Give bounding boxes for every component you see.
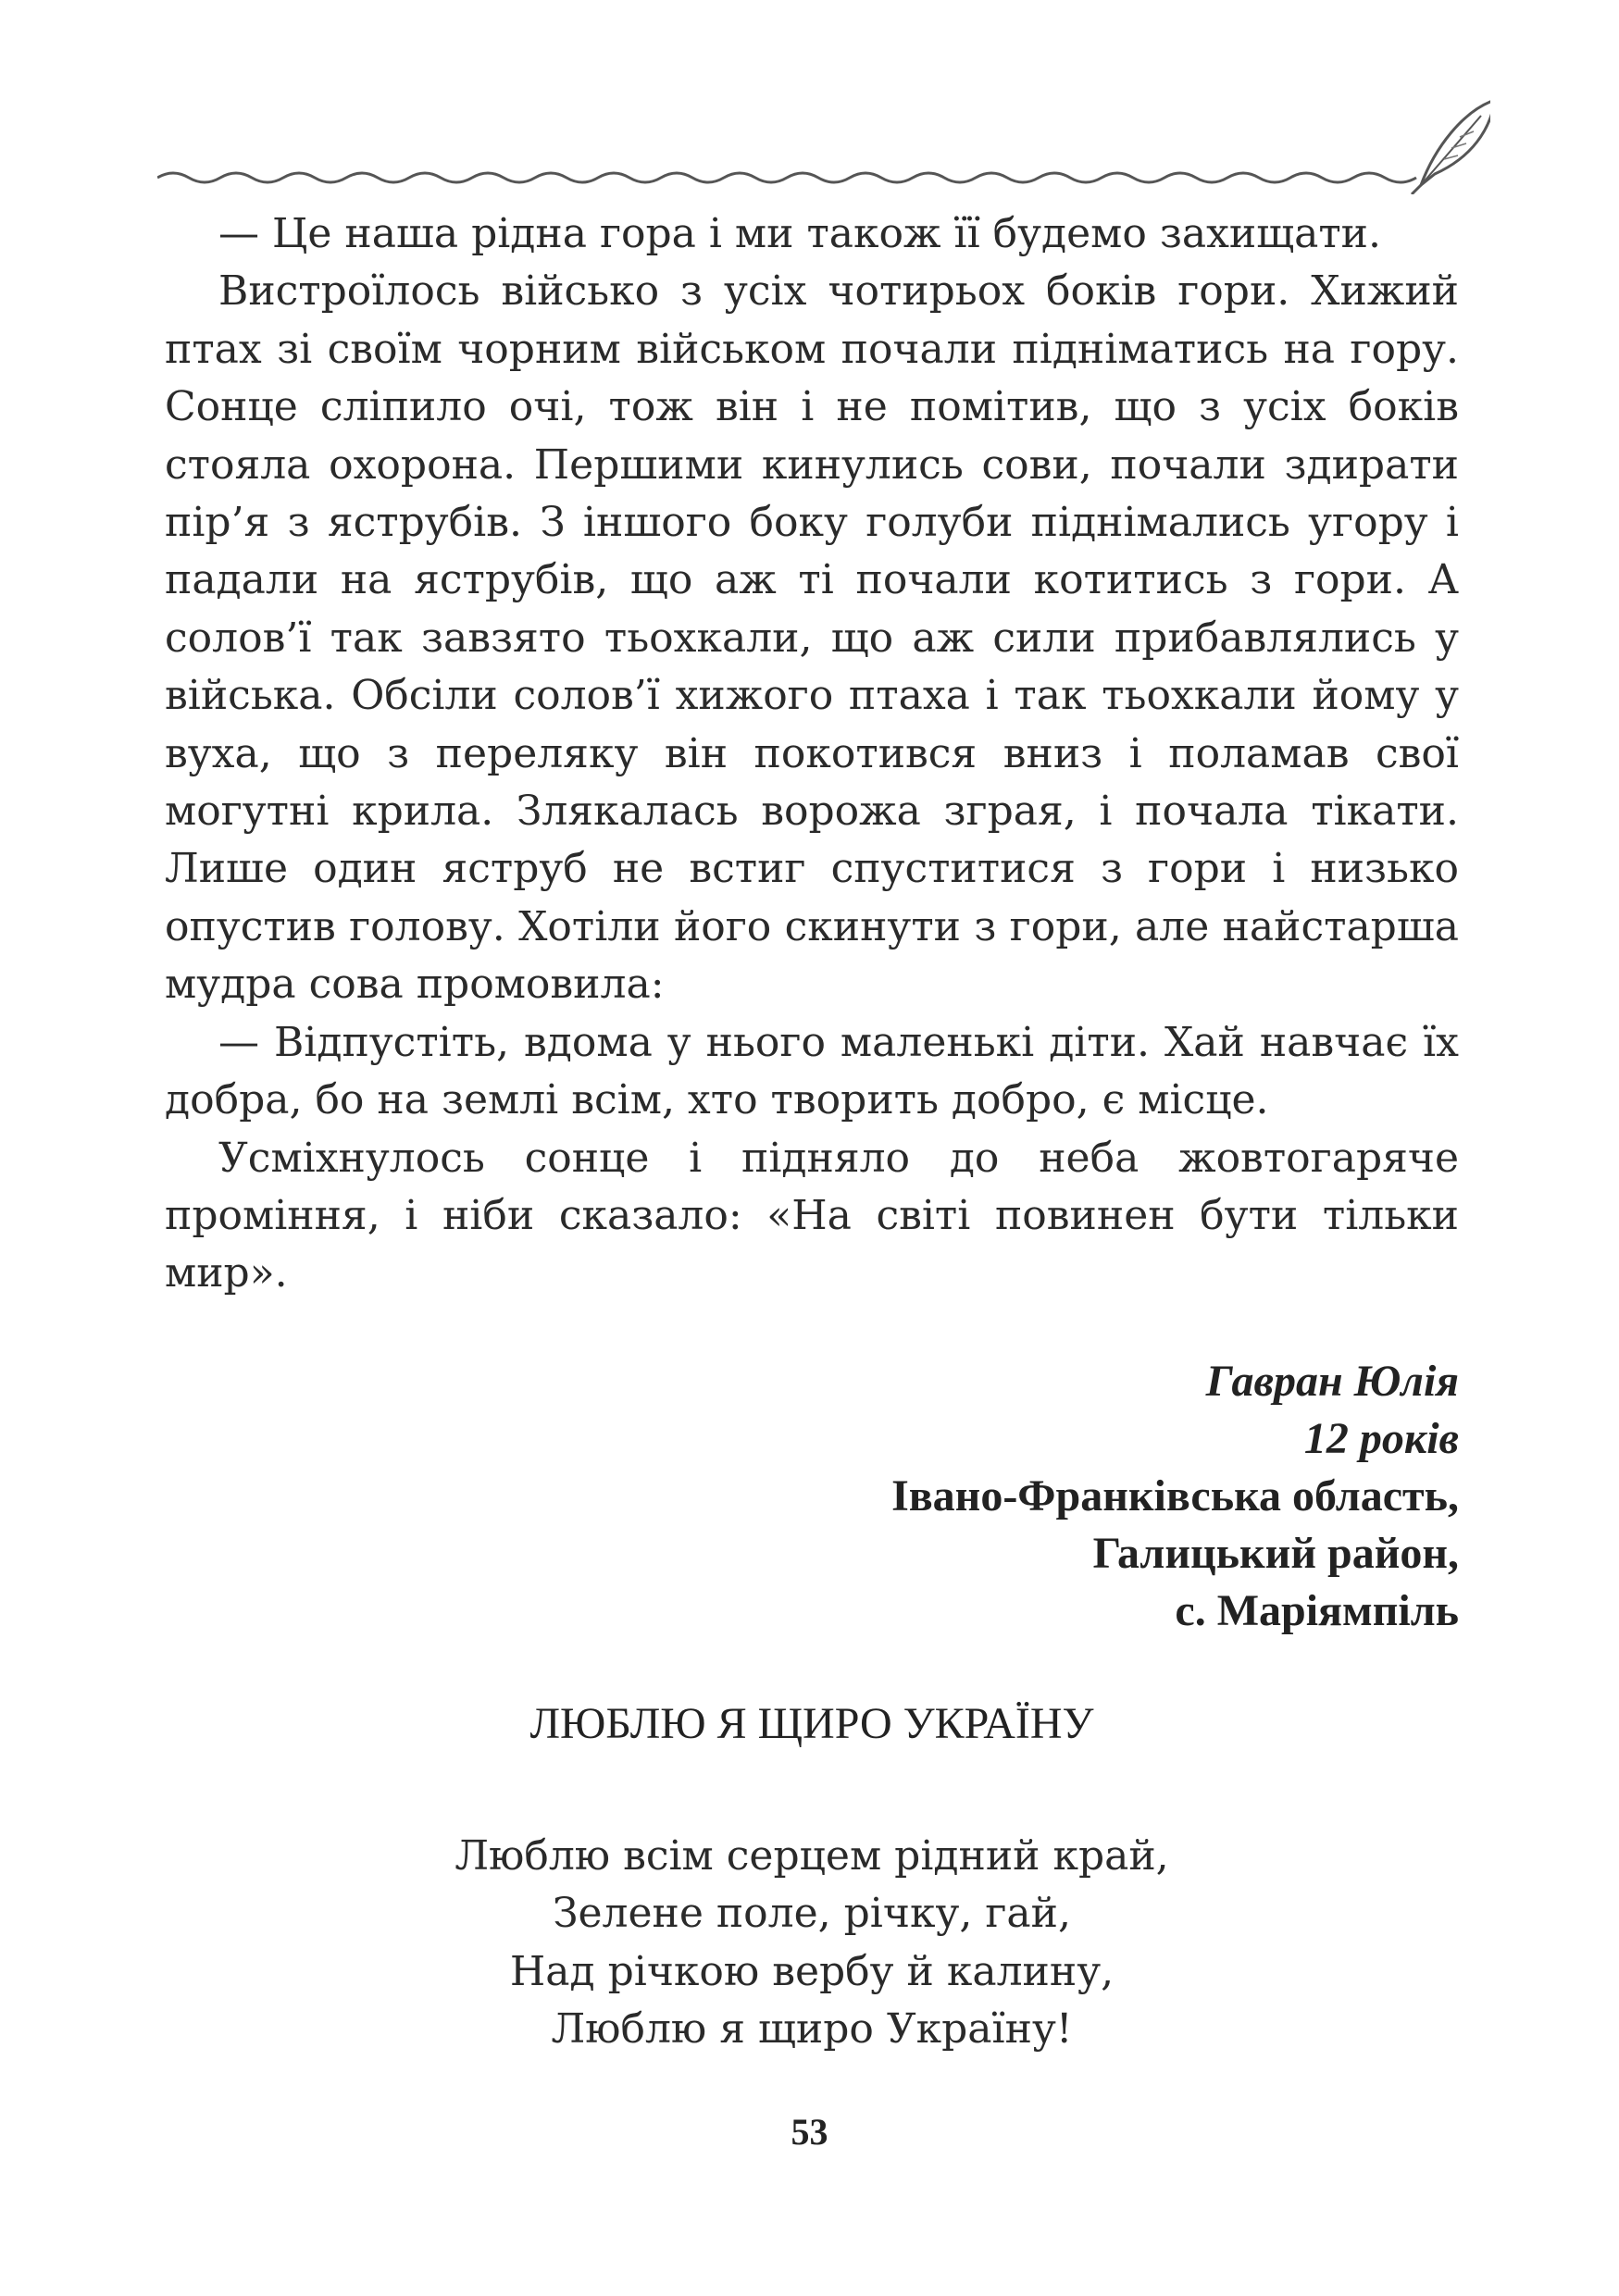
author-region: Івано-Франківська область,	[891, 1471, 1459, 1520]
wave-line	[157, 173, 1416, 182]
author-age: 12 років	[1303, 1414, 1459, 1463]
story-paragraph: Вистроїлось військо з усіх чотирьох боків гори. Хижий птах зі своїм чорним військом почали підніматись на гору. Сонце сліпило очі, тож він і не помітив, що з усіх боків стояла охорона. Першими кинулись сови, почали здирати пір’я з яструбів. З іншого боку голуби піднімались угору і падали на яструбів, що аж ті почали котитись з гори. А солов’ї так завзято тьохкали, що аж сили прибавлялись у війська. Обсіли солов’ї хижого птаха і так тьохкали йому у вуха, що з переляку він покотився вниз і поламав свої могутні крила. Злякалась ворожа зграя, і почала тікати. Лише один яструб не встиг спуститися з гори і низько опустив голову. Хотіли його скинути з гори, але найстарша мудра сова промовила:	[165, 267, 1459, 1009]
author-name: Гавран Юлія	[1205, 1357, 1459, 1406]
header-wave-ornament	[157, 93, 1490, 194]
author-district: Галицький район,	[1092, 1529, 1459, 1578]
story-paragraph: Усміхнулось сонце і підняло до неба жовтогаряче проміння, і ніби сказало: «На світі повинен бути тільки мир».	[165, 1134, 1459, 1297]
author-signature	[348, 1353, 1459, 1640]
story-paragraph: — Відпустіть, вдома у нього маленькі діти. Хай навчає їх добра, бо на землі всім, хто творить добро, є місце.	[165, 1018, 1459, 1124]
poem-title: ЛЮБЛЮ Я ЩИРО УКРАЇНУ	[529, 1699, 1094, 1748]
author-village: с. Маріямпіль	[1175, 1586, 1459, 1635]
story-text	[165, 205, 1459, 1303]
poem-line: Люблю всім серцем рідний край,	[455, 1832, 1169, 1880]
page-number: 53	[791, 2111, 828, 2153]
quill-feather-icon	[1412, 100, 1490, 194]
poem-line: Зелене поле, річку, гай,	[553, 1890, 1071, 1938]
poem-stanza	[165, 1828, 1459, 2059]
poem-line: Люблю я щиро Україну!	[551, 2005, 1073, 2054]
poem-line: Над річкою вербу й калину,	[509, 1947, 1115, 1995]
story-paragraph: — Це наша рідна гора і ми також її будемо захищати.	[218, 210, 1381, 257]
